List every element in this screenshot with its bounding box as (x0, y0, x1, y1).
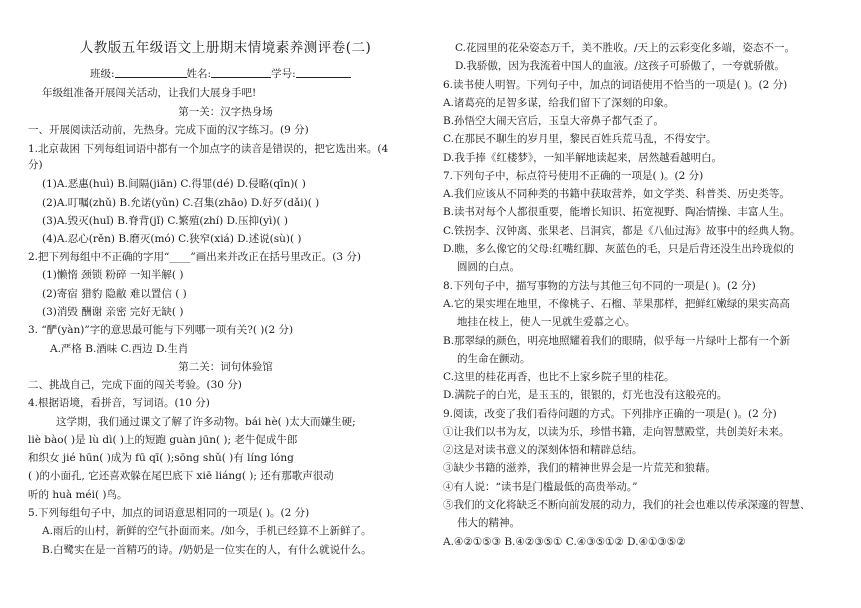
question-text: 8.下列句子中，描写事物的方法与其他三句不同的一项是( )。(2 分) (443, 280, 756, 292)
student-info-row (90, 66, 351, 81)
question-text: 二、挑战自己，完成下面的闯关考验。(30 分) (28, 379, 242, 391)
question-option-row: A.雨后的山村，新鲜的空气扑面而来。/如今，手机已经算不上新鲜了。 (42, 525, 372, 537)
passage-line: ( )的小面孔, 它还喜欢躲在尾巴底下 xiē liáng( ); 还有那歌声很动 (28, 470, 334, 482)
sentence-item: ⑤我们的文化将缺乏不断向前发展的动力，我们的社会也难以传承深邃的智慧、 (443, 499, 811, 511)
question-option-row: (4)A.忍心(rěn) B.磨灭(mó) C.狭窄(xiá) D.述说(sù)( ) (42, 233, 302, 245)
question-text: 4.根据语境，看拼音，写词语。(10 分) (28, 397, 210, 409)
sentence-item: ④有人说：“读书是门槛最低的高贵举动。” (443, 481, 638, 493)
passage-line: 和织女 jié hūn( )成为 fū qī( );sōng shǔ( )有 líng lóng (28, 452, 294, 464)
sentence-item: ①让我们以书为友，以读为乐，珍惜书籍，走向智慧殿堂，共创美好未来。 (443, 426, 790, 438)
question-option-row: (1)A.恶惠(huì) B.间隔(jiān) C.得罪(dé) D.侵略(qīn)( ) (42, 178, 306, 190)
question-text: 分) (28, 159, 43, 171)
question-option-row: C.这里的桂花再香，也比不上家乡院子里的桂花。 (443, 371, 675, 383)
question-option-row: (3)消毁 酬谢 亲密 完好无缺( ) (42, 306, 184, 318)
question-option-row: D.满院子的白光，是玉玉的，银银的，灯光也没有这般亮的。 (443, 389, 728, 401)
question-option-row: C.花园里的花朵姿态万千，美不胜收。/天上的云彩变化多端，姿态不一。 (455, 42, 796, 54)
question-option-row: A.我们应该从不同种类的书籍中获取营养，如文学类、科普类、历史类等。 (443, 188, 790, 200)
question-option-row: B.孙悟空大闹天宫后，玉皇大帝鼻子都气歪了。 (443, 115, 665, 127)
name-field[interactable] (211, 66, 271, 78)
exam-title: 人教版五年级语文上册期末情境素养测评卷(二) (79, 40, 372, 56)
passage-line: liè bào( )是 lù dì( )上的短跑 guàn jūn( ); 老牛促成牛郎 (28, 434, 298, 446)
intro-text: 年级组准备开展闯关活动，让我们大展身手吧! (42, 87, 257, 99)
question-text: 1.北京裁困 下列每组词语中都有一个加点字的读音是错误的，把它选出来。(4 (28, 143, 389, 155)
question-text: 6.读书使人明智。下列句子中，加点的词语使用不恰当的一项是( )。(2 分) (443, 79, 788, 91)
question-option-row: C.在那民不聊生的岁月里，黎民百姓兵荒马乱，不得安宁。 (443, 133, 717, 145)
question-option-row: (3)A.毁灭(huǐ) B.脊背(jǐ) C.繁殖(zhí) D.压抑(yì)( ) (42, 215, 288, 227)
question-option-row: (2)寄宿 猎豹 隐敝 难以置信 ( ) (42, 288, 187, 300)
name-label: 姓名: (186, 68, 212, 80)
id-field[interactable] (296, 66, 351, 78)
question-option-row: D.瞧，多么像它的父母:红嘴红脚、灰蓝色的毛，只是后背还没生出玲珑似的 (443, 243, 794, 255)
question-option-row: D.我骄傲，因为我流着中国人的血液。/这孩子可骄傲了，一夸就骄傲。 (455, 60, 785, 72)
question-option-row: (2)A.叮嘱(zhǔ) B.允诺(yǔn) C.召集(zhāo) D.好歹(dǎi)( ) (42, 197, 320, 209)
class-field[interactable] (115, 66, 187, 78)
class-label: 班级: (90, 68, 115, 80)
id-label: 学号: (271, 68, 296, 80)
passage-line: 这学期，我们通过课文了解了许多动物。bái hè( )太大而嫌生硬; (56, 416, 356, 428)
question-option-row: A.诸葛亮的足智多谋，给我们留下了深刻的印象。 (443, 97, 675, 109)
sentence-item: ②这是对读书意义的深刻体悟和精辟总结。 (443, 444, 643, 456)
section-heading: 第一关：汉字热身场 (178, 106, 273, 118)
question-option-row: A.④②①⑤③ B.④②③⑤① C.④③⑤①② D.④①③⑤② (443, 536, 686, 548)
question-text: 7.下列句子中，标点符号使用不正确的一项是( )。(2 分) (443, 170, 704, 182)
sentence-item: 伟大的精神。 (457, 517, 520, 529)
question-text: 5.下列每组句子中，加点的词语意思相同的一项是( )。(2 分) (28, 507, 310, 519)
section-heading: 第二关：词句体验馆 (178, 361, 273, 373)
question-option-row: B.那翠绿的颜色，明亮地照耀着我们的眼睛，似乎每一片绿叶上都有一个新 (443, 335, 791, 347)
question-option-row: C.铁拐李、汉钟离、张果老、吕洞宾，都是《八仙过海》故事中的经典人物。 (443, 225, 801, 237)
question-option-row: 圆圆的白点。 (457, 261, 520, 273)
question-text: 9.阅读，改变了我们看待问题的方式。下列排序正确的一项是( )。(2 分) (443, 408, 777, 420)
question-option-row: A.它的果实埋在地里，不像桃子、石榴、苹果那样，把鲜红嫩绿的果实高高 (443, 298, 790, 310)
question-text: 一、开展阅读活动前，先热身。完成下面的汉字练习。(9 分) (28, 124, 309, 136)
question-option-row: D.我手捧《红楼梦》，一知半解地读起来，居然越看越明白。 (443, 152, 723, 164)
question-option-row: 地挂在枝上，使人一见就生爱慕之心。 (457, 316, 636, 328)
sentence-item: ③缺少书籍的滋养，我们的精神世界会是一片荒芜和狼藉。 (443, 462, 716, 474)
question-option-row: B.白鹭实在是一首精巧的诗。/奶奶是一位实在的人，有什么就说什么。 (42, 544, 372, 556)
passage-line: 听的 huà méi( )鸟。 (28, 489, 128, 501)
question-option-row: (1)懒惰 颈锁 粉碎 一知半解( ) (42, 269, 184, 281)
question-option-row: A.严格 B.酒味 C.西边 D.生肖 (50, 343, 189, 355)
question-option-row: 的生命在颤动。 (457, 353, 531, 365)
question-text: 3. “酽(yàn)”字的意思最可能与下列哪一项有关?( )(2 分) (28, 324, 294, 336)
question-option-row: B.读书对每个人都很重要，能增长知识、拓宽视野、陶冶情操、丰富人生。 (443, 206, 791, 218)
question-text: 2.把下列每组中不正确的字用“____”画出来并改正在括号里改正。(3 分) (28, 251, 361, 263)
